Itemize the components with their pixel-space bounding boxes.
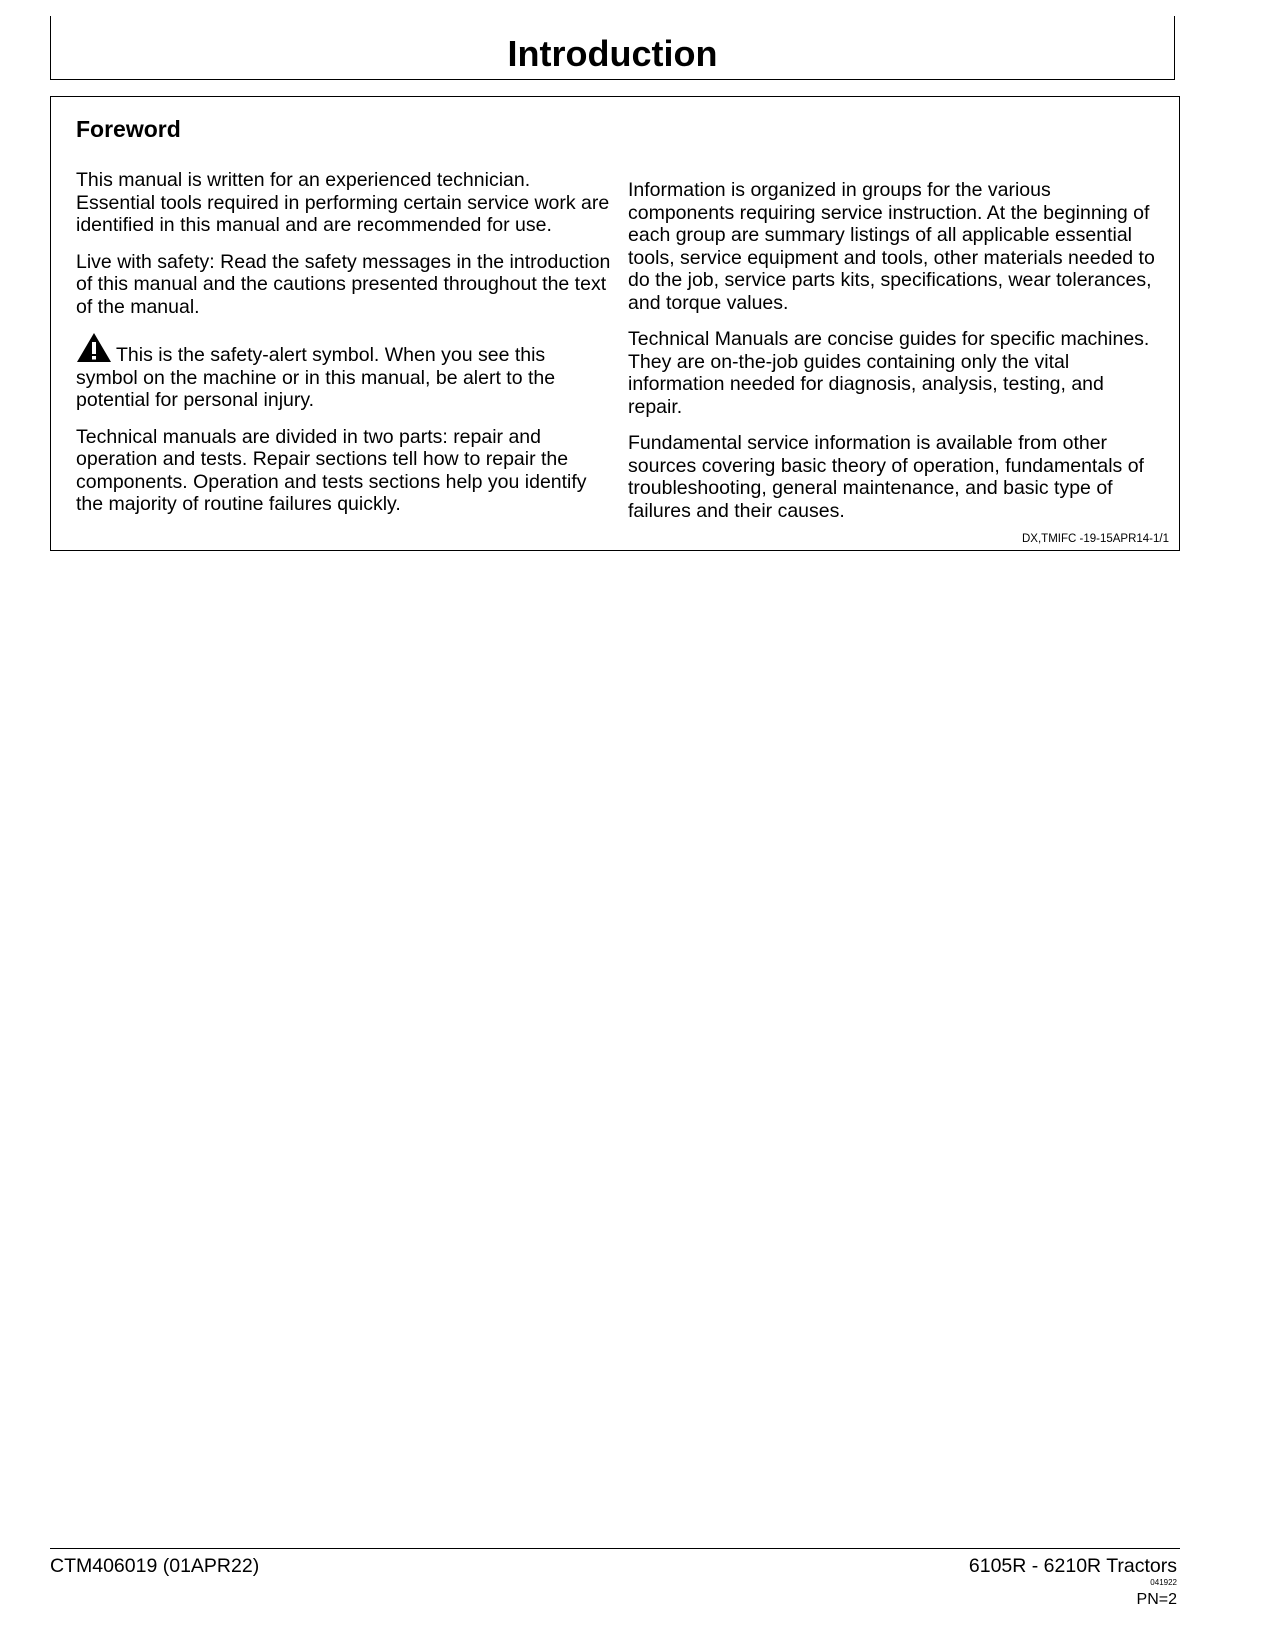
section-heading: Foreword bbox=[76, 116, 181, 142]
footer-page-number: PN=2 bbox=[1136, 1591, 1177, 1608]
paragraph-parts: Technical manuals are divided in two parts: repair and operation and tests. Repair sections tell how to repair the components. Operation and tests sections help you identify the majority of routine failures quickly. bbox=[76, 425, 587, 515]
page-title: Introduction bbox=[507, 33, 718, 74]
document-reference: DX,TMIFC -19-15APR14-1/1 bbox=[1022, 533, 1169, 545]
safety-alert-icon bbox=[76, 332, 112, 363]
paragraph-fundamentals: Fundamental service information is available from other sources covering basic theory of operation, fundamentals of troubleshooting, general maintenance, and basic type of failures and their causes. bbox=[628, 432, 1144, 522]
foreword-section bbox=[50, 96, 1180, 551]
paragraph-safety: Live with safety: Read the safety messages in the introduction of this manual and the cautions presented throughout the text of the manual. bbox=[76, 250, 611, 318]
footer-code: 041922 bbox=[1150, 1578, 1177, 1587]
paragraph-intro: This manual is written for an experienced technician. Essential tools required in performing certain service work are identified in this manual and are recommended for use. bbox=[76, 169, 610, 236]
footer-manual-id: CTM406019 (01APR22) bbox=[50, 1555, 260, 1577]
paragraph-technical-manuals: Technical Manuals are concise guides for specific machines. They are on-the-job guides containing only the vital information needed for diagnosis, analysis, testing, and repair. bbox=[628, 328, 1150, 418]
footer-product: 6105R - 6210R Tractors bbox=[968, 1555, 1177, 1577]
safety-alert-text: This is the safety-alert symbol. When you see this symbol on the machine or in this manual, be alert to the potential for personal injury. bbox=[76, 344, 556, 411]
right-column bbox=[628, 179, 1158, 536]
left-column bbox=[76, 169, 611, 530]
footer-divider bbox=[50, 1548, 1180, 1549]
paragraph-organization: Information is organized in groups for the various components requiring service instruction. At the beginning of each group are summary listings of all applicable essential tools, service equipment and tools, other materials needed to do the job, service parts kits, specifications, wear tolerances, and torque values. bbox=[628, 179, 1155, 314]
header-box bbox=[50, 16, 1175, 80]
paragraph-safety-alert bbox=[76, 332, 611, 412]
